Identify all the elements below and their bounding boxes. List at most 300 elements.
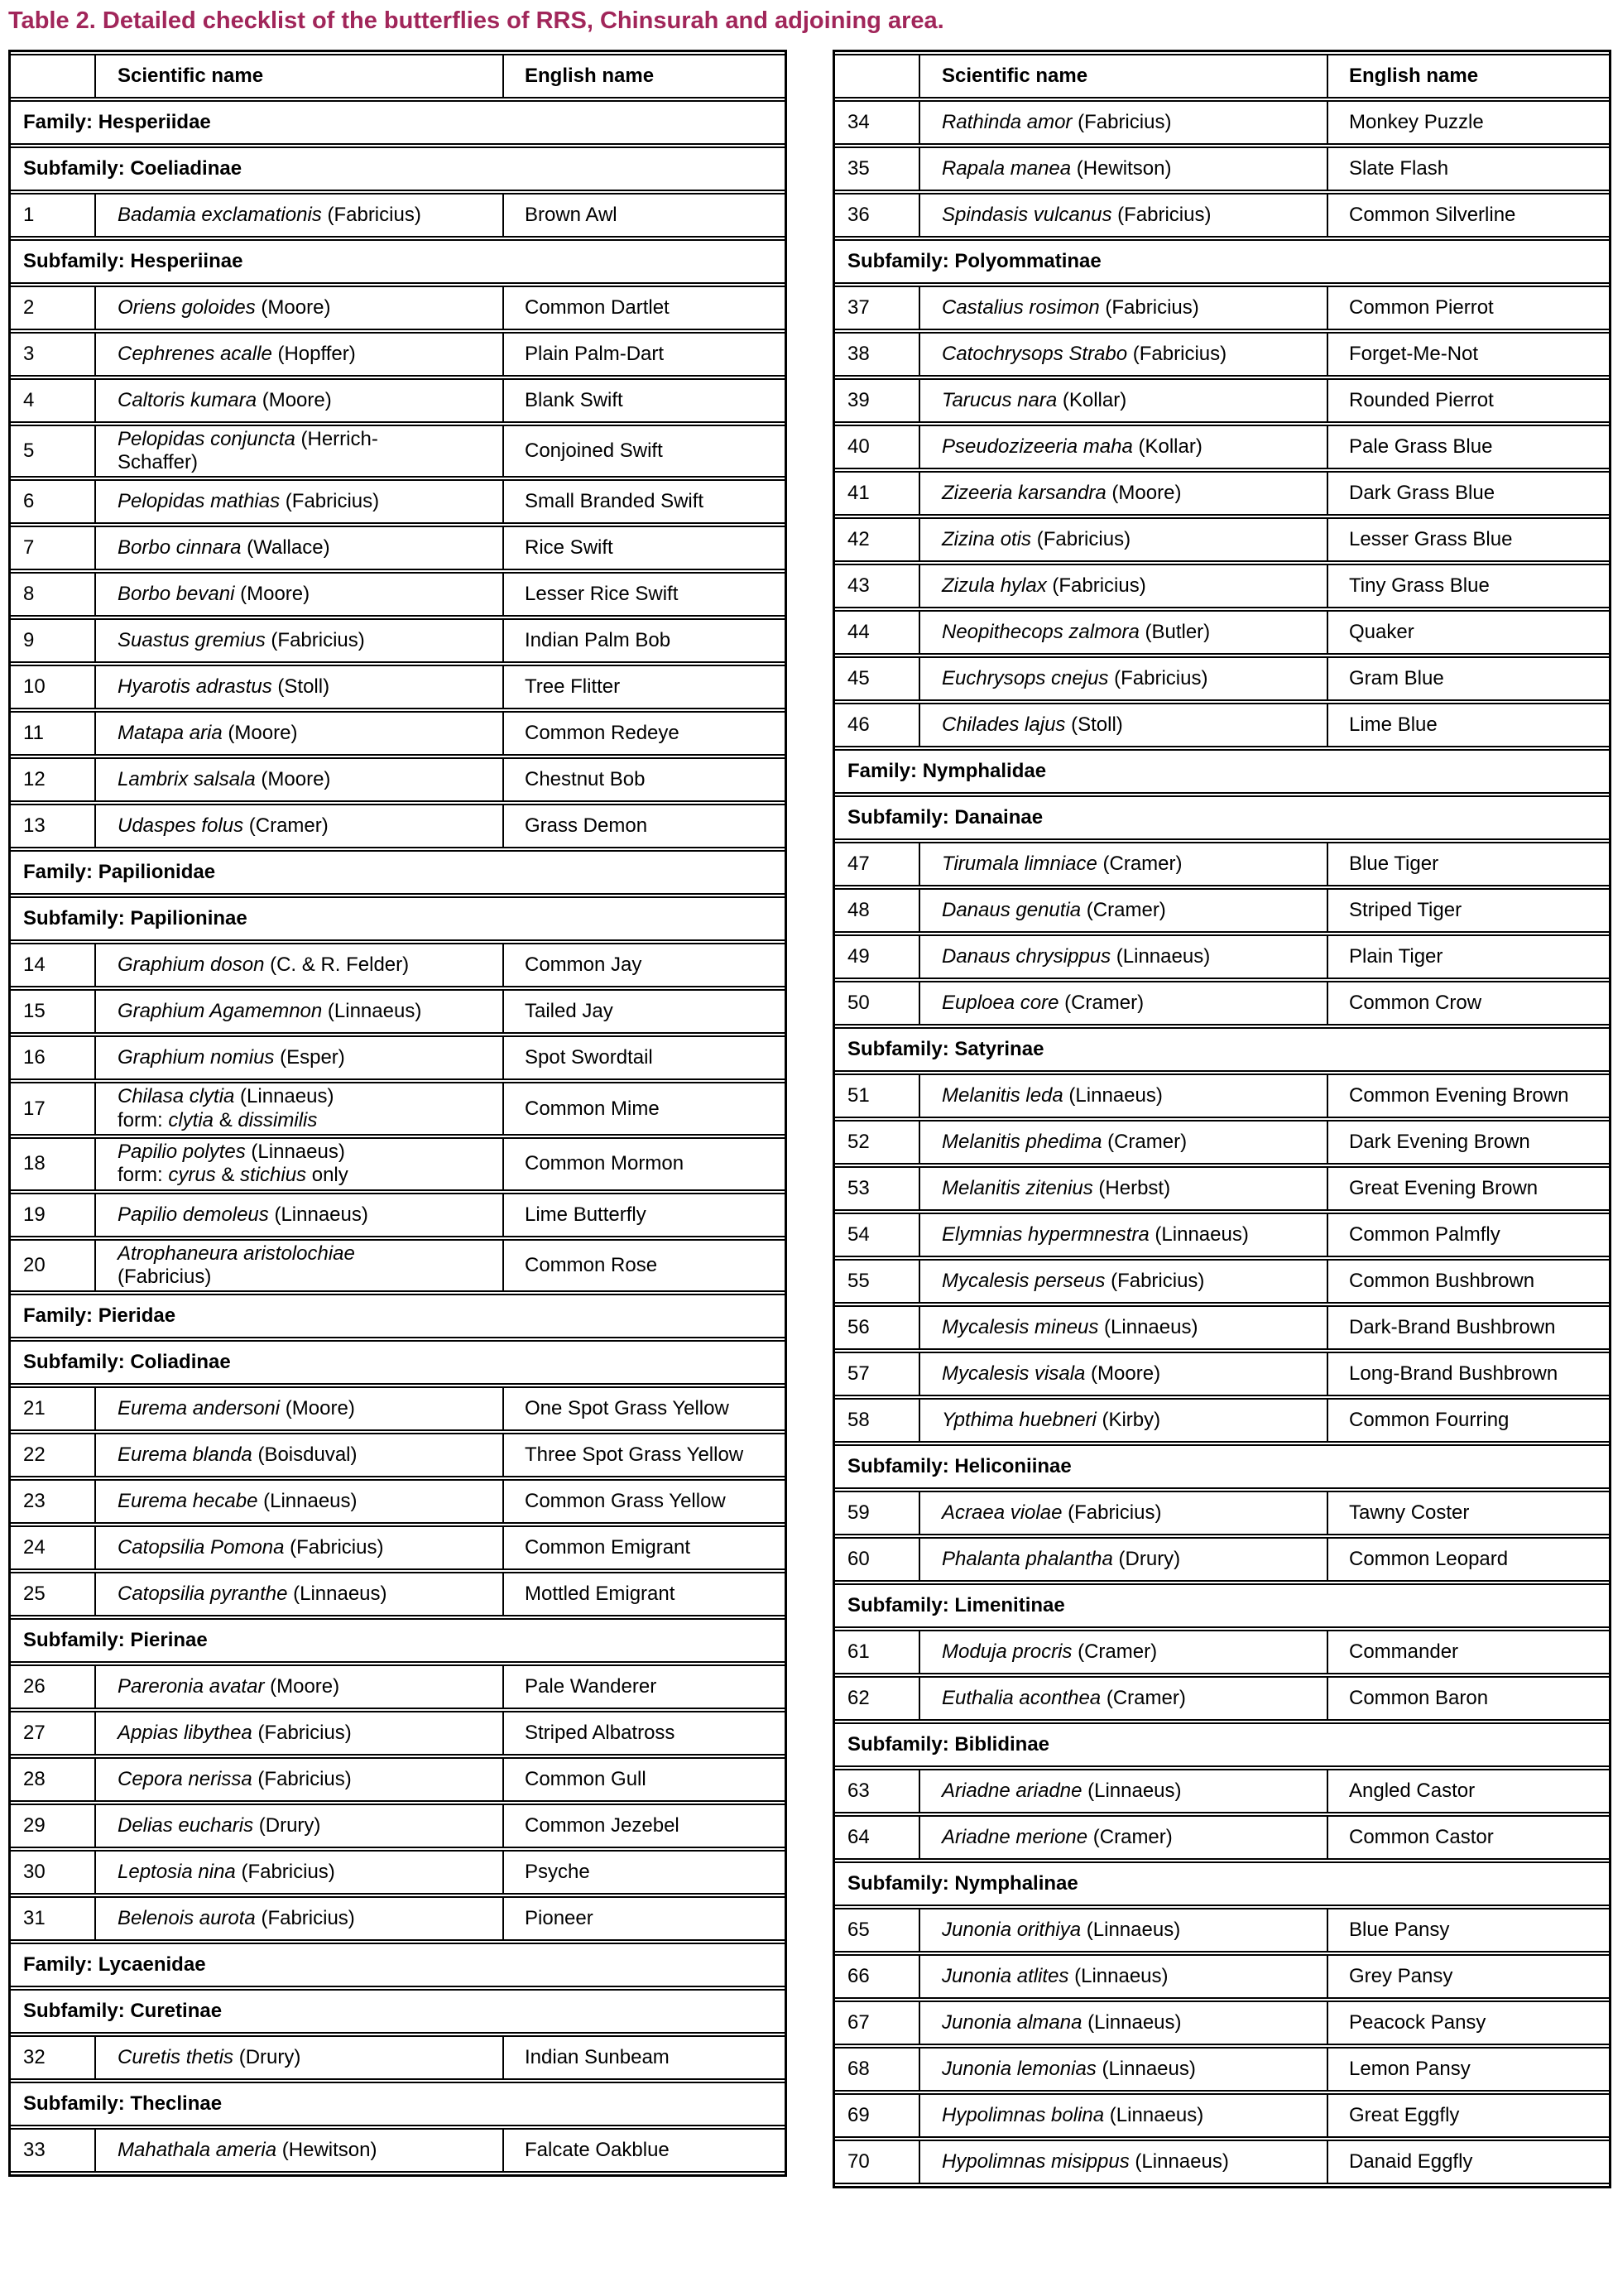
section-label: Subfamily: Theclinae <box>11 2082 785 2126</box>
species-row <box>835 934 1609 979</box>
species-row <box>835 1769 1609 1813</box>
species-row <box>11 2035 785 2080</box>
row-number-cell: 12 <box>11 757 96 802</box>
scientific-name-cell: Mycalesis visala (Moore) <box>920 1352 1328 1396</box>
section-label: Family: Lycaenidae <box>11 1943 785 1987</box>
row-number-cell: 19 <box>11 1193 96 1237</box>
scientific-name-cell: Hypolimnas bolina (Linnaeus) <box>920 2093 1328 2138</box>
species-row <box>835 656 1609 701</box>
species-row <box>11 1664 785 1709</box>
species-row <box>11 2128 785 2173</box>
row-number-cell: 37 <box>835 286 920 330</box>
row-number-cell: 22 <box>11 1433 96 1477</box>
scientific-name-cell: Papilio polytes (Linnaeus) form: cyrus & stichius only <box>96 1137 504 1191</box>
row-number-cell: 3 <box>11 332 96 377</box>
scientific-name-cell: Tirumala limniace (Cramer) <box>920 842 1328 886</box>
scientific-name-cell: Borbo cinnara (Wallace) <box>96 526 504 570</box>
row-number-cell: 14 <box>11 943 96 987</box>
scientific-name-cell: Graphium nomius (Esper) <box>96 1035 504 1080</box>
section-label: Family: Nymphalidae <box>835 749 1609 794</box>
page-title: Table 2. Detailed checklist of the butterflies of RRS, Chinsurah and adjoining area. <box>8 7 944 34</box>
english-name-cell: Lesser Rice Swift <box>504 572 785 617</box>
species-row <box>11 1082 785 1136</box>
english-name-cell: Plain Tiger <box>1328 934 1609 979</box>
species-row <box>11 618 785 663</box>
row-number-cell: 40 <box>835 425 920 469</box>
empty-header-cell <box>835 54 920 98</box>
scientific-name-cell: Suastus gremius (Fabricius) <box>96 618 504 663</box>
species-row <box>11 1479 785 1524</box>
row-number-cell: 70 <box>835 2140 920 2184</box>
scientific-name-cell: Pareronia avatar (Moore) <box>96 1664 504 1709</box>
scientific-name-cell: Cepora nerissa (Fabricius) <box>96 1757 504 1802</box>
section-label: Subfamily: Coliadinae <box>11 1340 785 1385</box>
scientific-name-cell: Hypolimnas misippus (Linnaeus) <box>920 2140 1328 2184</box>
english-name-cell: Grey Pansy <box>1328 1954 1609 1999</box>
row-number-cell: 55 <box>835 1259 920 1304</box>
column-header-row <box>11 54 785 98</box>
row-number-cell: 10 <box>11 665 96 709</box>
section-label: Subfamily: Satyrinae <box>835 1027 1609 1072</box>
species-row <box>11 804 785 848</box>
row-number-cell: 56 <box>835 1305 920 1350</box>
species-row <box>11 193 785 238</box>
left-table <box>8 50 787 2178</box>
section-label: Subfamily: Biblidinae <box>835 1722 1609 1767</box>
section-label: Subfamily: Polyommatinae <box>835 239 1609 284</box>
row-number-cell: 50 <box>835 981 920 1026</box>
english-name-cell: Common Fourring <box>1328 1398 1609 1443</box>
english-name-cell: Indian Sunbeam <box>504 2035 785 2080</box>
scientific-name-cell: Acraea violae (Fabricius) <box>920 1491 1328 1535</box>
english-name-cell: Blank Swift <box>504 378 785 423</box>
row-number-cell: 67 <box>835 2001 920 2045</box>
section-row <box>835 749 1609 794</box>
scientific-name-cell: Caltoris kumara (Moore) <box>96 378 504 423</box>
species-row <box>835 1491 1609 1535</box>
scientific-name-cell: Pelopidas conjuncta (Herrich- Schaffer) <box>96 425 504 478</box>
english-name-cell: Brown Awl <box>504 193 785 238</box>
row-number-cell: 36 <box>835 193 920 238</box>
scientific-name-cell: Junonia almana (Linnaeus) <box>920 2001 1328 2045</box>
species-row <box>835 1259 1609 1304</box>
species-row <box>11 1386 785 1431</box>
species-row <box>835 842 1609 886</box>
section-label: Subfamily: Danainae <box>835 795 1609 840</box>
english-name-cell: Common Emigrant <box>504 1525 785 1570</box>
english-name-cell: Common Baron <box>1328 1676 1609 1721</box>
species-row <box>11 1193 785 1237</box>
species-row <box>11 1572 785 1616</box>
scientific-name-cell: Eurema blanda (Boisduval) <box>96 1433 504 1477</box>
row-number-cell: 27 <box>11 1711 96 1756</box>
species-row <box>11 943 785 987</box>
english-name-cell: Dark Grass Blue <box>1328 471 1609 516</box>
scientific-name-cell: Zizina otis (Fabricius) <box>920 517 1328 562</box>
section-row <box>11 1294 785 1338</box>
section-row <box>835 1861 1609 1906</box>
english-name-cell: Common Rose <box>504 1239 785 1293</box>
scientific-name-cell: Matapa aria (Moore) <box>96 711 504 756</box>
species-row <box>835 1213 1609 1257</box>
section-row <box>11 1989 785 2034</box>
species-row <box>11 757 785 802</box>
left-table-body <box>11 54 785 2174</box>
row-number-cell: 35 <box>835 147 920 191</box>
row-number-cell: 8 <box>11 572 96 617</box>
scientific-name-cell: Euchrysops cnejus (Fabricius) <box>920 656 1328 701</box>
english-name-cell: Common Dartlet <box>504 286 785 330</box>
section-row <box>11 100 785 145</box>
scientific-name-cell: Rapala manea (Hewitson) <box>920 147 1328 191</box>
section-label: Subfamily: Limenitinae <box>835 1583 1609 1628</box>
section-label: Subfamily: Pierinae <box>11 1618 785 1663</box>
english-name-cell: Long-Brand Bushbrown <box>1328 1352 1609 1396</box>
right-table-body <box>835 54 1609 2184</box>
english-name-cell: Tiny Grass Blue <box>1328 564 1609 608</box>
species-row <box>835 147 1609 191</box>
english-name-cell: Common Evening Brown <box>1328 1074 1609 1118</box>
english-name-cell: Striped Albatross <box>504 1711 785 1756</box>
section-row <box>835 1444 1609 1489</box>
row-number-cell: 4 <box>11 378 96 423</box>
row-number-cell: 61 <box>835 1630 920 1674</box>
row-number-cell: 64 <box>835 1815 920 1860</box>
species-row <box>835 1305 1609 1350</box>
empty-header-cell <box>11 54 96 98</box>
section-row <box>835 1583 1609 1628</box>
section-row <box>11 896 785 941</box>
english-name-cell: Lime Blue <box>1328 703 1609 747</box>
english-name-cell: Great Evening Brown <box>1328 1166 1609 1211</box>
scientific-name-cell: Melanitis leda (Linnaeus) <box>920 1074 1328 1118</box>
english-name-cell: Pale Grass Blue <box>1328 425 1609 469</box>
section-row <box>11 850 785 895</box>
species-row <box>835 1676 1609 1721</box>
row-number-cell: 69 <box>835 2093 920 2138</box>
section-row <box>835 239 1609 284</box>
tables-container <box>8 50 1613 2188</box>
species-row <box>835 286 1609 330</box>
english-name-cell: Spot Swordtail <box>504 1035 785 1080</box>
row-number-cell: 25 <box>11 1572 96 1616</box>
species-row <box>835 378 1609 423</box>
section-label: Subfamily: Heliconiinae <box>835 1444 1609 1489</box>
species-row <box>11 1239 785 1293</box>
scientific-name-cell: Rathinda amor (Fabricius) <box>920 100 1328 145</box>
species-row <box>835 981 1609 1026</box>
scientific-name-cell: Badamia exclamationis (Fabricius) <box>96 193 504 238</box>
section-label: Subfamily: Papilioninae <box>11 896 785 941</box>
scientific-name-cell: Tarucus nara (Kollar) <box>920 378 1328 423</box>
english-name-cell: Indian Palm Bob <box>504 618 785 663</box>
scientific-name-cell: Pelopidas mathias (Fabricius) <box>96 479 504 524</box>
row-number-cell: 32 <box>11 2035 96 2080</box>
row-number-cell: 43 <box>835 564 920 608</box>
species-row <box>835 100 1609 145</box>
species-row <box>835 1537 1609 1582</box>
english-name-cell: Common Mormon <box>504 1137 785 1191</box>
species-row <box>835 2140 1609 2184</box>
scientific-name-cell: Borbo bevani (Moore) <box>96 572 504 617</box>
english-name-cell: One Spot Grass Yellow <box>504 1386 785 1431</box>
row-number-cell: 20 <box>11 1239 96 1293</box>
species-row <box>11 1525 785 1570</box>
row-number-cell: 16 <box>11 1035 96 1080</box>
english-name-cell: Three Spot Grass Yellow <box>504 1433 785 1477</box>
section-label: Family: Papilionidae <box>11 850 785 895</box>
row-number-cell: 45 <box>835 656 920 701</box>
scientific-name-cell: Spindasis vulcanus (Fabricius) <box>920 193 1328 238</box>
scientific-name-header: Scientific name <box>920 54 1328 98</box>
english-name-cell: Common Crow <box>1328 981 1609 1026</box>
english-name-cell: Forget-Me-Not <box>1328 332 1609 377</box>
species-row <box>835 1120 1609 1165</box>
english-name-cell: Blue Pansy <box>1328 1908 1609 1953</box>
section-label: Subfamily: Nymphalinae <box>835 1861 1609 1906</box>
column-header-row <box>835 54 1609 98</box>
scientific-name-cell: Melanitis phedima (Cramer) <box>920 1120 1328 1165</box>
row-number-cell: 23 <box>11 1479 96 1524</box>
species-row <box>835 517 1609 562</box>
species-row <box>11 425 785 478</box>
english-name-cell: Great Eggfly <box>1328 2093 1609 2138</box>
row-number-cell: 5 <box>11 425 96 478</box>
english-name-cell: Dark-Brand Bushbrown <box>1328 1305 1609 1350</box>
scientific-name-cell: Euploea core (Cramer) <box>920 981 1328 1026</box>
scientific-name-cell: Graphium doson (C. & R. Felder) <box>96 943 504 987</box>
row-number-cell: 38 <box>835 332 920 377</box>
row-number-cell: 58 <box>835 1398 920 1443</box>
row-number-cell: 2 <box>11 286 96 330</box>
species-row <box>835 1166 1609 1211</box>
english-name-cell: Danaid Eggfly <box>1328 2140 1609 2184</box>
scientific-name-cell: Eurema hecabe (Linnaeus) <box>96 1479 504 1524</box>
species-row <box>835 471 1609 516</box>
scientific-name-cell: Neopithecops zalmora (Butler) <box>920 610 1328 655</box>
row-number-cell: 41 <box>835 471 920 516</box>
section-row <box>835 1027 1609 1072</box>
scientific-name-cell: Graphium Agamemnon (Linnaeus) <box>96 989 504 1034</box>
english-name-cell: Tailed Jay <box>504 989 785 1034</box>
scientific-name-cell: Belenois aurota (Fabricius) <box>96 1896 504 1941</box>
species-row <box>835 1630 1609 1674</box>
scientific-name-header: Scientific name <box>96 54 504 98</box>
scientific-name-cell: Catopsilia pyranthe (Linnaeus) <box>96 1572 504 1616</box>
english-name-cell: Monkey Puzzle <box>1328 100 1609 145</box>
english-name-cell: Grass Demon <box>504 804 785 848</box>
scientific-name-cell: Udaspes folus (Cramer) <box>96 804 504 848</box>
row-number-cell: 1 <box>11 193 96 238</box>
species-row <box>11 1896 785 1941</box>
scientific-name-cell: Mycalesis perseus (Fabricius) <box>920 1259 1328 1304</box>
english-name-cell: Conjoined Swift <box>504 425 785 478</box>
row-number-cell: 52 <box>835 1120 920 1165</box>
species-row <box>835 2001 1609 2045</box>
row-number-cell: 48 <box>835 888 920 933</box>
row-number-cell: 44 <box>835 610 920 655</box>
row-number-cell: 65 <box>835 1908 920 1953</box>
scientific-name-cell: Ariadne ariadne (Linnaeus) <box>920 1769 1328 1813</box>
row-number-cell: 63 <box>835 1769 920 1813</box>
row-number-cell: 17 <box>11 1082 96 1136</box>
row-number-cell: 51 <box>835 1074 920 1118</box>
row-number-cell: 39 <box>835 378 920 423</box>
species-row <box>11 1711 785 1756</box>
scientific-name-cell: Castalius rosimon (Fabricius) <box>920 286 1328 330</box>
scientific-name-cell: Delias eucharis (Drury) <box>96 1804 504 1848</box>
species-row <box>835 1815 1609 1860</box>
species-row <box>11 378 785 423</box>
section-row <box>11 1340 785 1385</box>
species-row <box>835 193 1609 238</box>
english-name-cell: Common Pierrot <box>1328 286 1609 330</box>
scientific-name-cell: Curetis thetis (Drury) <box>96 2035 504 2080</box>
species-row <box>835 1352 1609 1396</box>
row-number-cell: 54 <box>835 1213 920 1257</box>
section-row <box>835 1722 1609 1767</box>
row-number-cell: 53 <box>835 1166 920 1211</box>
row-number-cell: 33 <box>11 2128 96 2173</box>
row-number-cell: 30 <box>11 1850 96 1895</box>
row-number-cell: 62 <box>835 1676 920 1721</box>
row-number-cell: 15 <box>11 989 96 1034</box>
section-row <box>11 2082 785 2126</box>
english-name-cell: Plain Palm-Dart <box>504 332 785 377</box>
row-number-cell: 31 <box>11 1896 96 1941</box>
scientific-name-cell: Mycalesis mineus (Linnaeus) <box>920 1305 1328 1350</box>
scientific-name-cell: Atrophaneura aristolochiae (Fabricius) <box>96 1239 504 1293</box>
scientific-name-cell: Moduja procris (Cramer) <box>920 1630 1328 1674</box>
english-name-cell: Tawny Coster <box>1328 1491 1609 1535</box>
scientific-name-cell: Phalanta phalantha (Drury) <box>920 1537 1328 1582</box>
english-name-header: English name <box>1328 54 1609 98</box>
scientific-name-cell: Pseudozizeeria maha (Kollar) <box>920 425 1328 469</box>
english-name-cell: Lesser Grass Blue <box>1328 517 1609 562</box>
species-row <box>11 332 785 377</box>
species-row <box>11 1433 785 1477</box>
english-name-cell: Common Bushbrown <box>1328 1259 1609 1304</box>
scientific-name-cell: Eurema andersoni (Moore) <box>96 1386 504 1431</box>
row-number-cell: 18 <box>11 1137 96 1191</box>
english-name-cell: Common Gull <box>504 1757 785 1802</box>
row-number-cell: 11 <box>11 711 96 756</box>
species-row <box>11 1804 785 1848</box>
species-row <box>835 610 1609 655</box>
row-number-cell: 66 <box>835 1954 920 1999</box>
english-name-cell: Striped Tiger <box>1328 888 1609 933</box>
english-name-cell: Rounded Pierrot <box>1328 378 1609 423</box>
scientific-name-cell: Chilasa clytia (Linnaeus) form: clytia & dissimilis <box>96 1082 504 1136</box>
species-row <box>11 1035 785 1080</box>
species-row <box>835 332 1609 377</box>
species-row <box>835 2047 1609 2092</box>
scientific-name-cell: Zizeeria karsandra (Moore) <box>920 471 1328 516</box>
english-name-cell: Pioneer <box>504 1896 785 1941</box>
english-name-cell: Small Branded Swift <box>504 479 785 524</box>
row-number-cell: 29 <box>11 1804 96 1848</box>
species-row <box>11 711 785 756</box>
row-number-cell: 68 <box>835 2047 920 2092</box>
scientific-name-cell: Danaus genutia (Cramer) <box>920 888 1328 933</box>
species-row <box>835 425 1609 469</box>
english-name-cell: Common Grass Yellow <box>504 1479 785 1524</box>
scientific-name-cell: Catochrysops Strabo (Fabricius) <box>920 332 1328 377</box>
english-name-cell: Common Mime <box>504 1082 785 1136</box>
scientific-name-cell: Oriens goloides (Moore) <box>96 286 504 330</box>
english-name-cell: Gram Blue <box>1328 656 1609 701</box>
section-row <box>11 239 785 284</box>
scientific-name-cell: Cephrenes acalle (Hopffer) <box>96 332 504 377</box>
section-label: Subfamily: Curetinae <box>11 1989 785 2034</box>
scientific-name-cell: Junonia orithiya (Linnaeus) <box>920 1908 1328 1953</box>
species-row <box>835 1074 1609 1118</box>
row-number-cell: 60 <box>835 1537 920 1582</box>
row-number-cell: 24 <box>11 1525 96 1570</box>
row-number-cell: 59 <box>835 1491 920 1535</box>
scientific-name-cell: Junonia lemonias (Linnaeus) <box>920 2047 1328 2092</box>
species-row <box>11 1850 785 1895</box>
english-name-cell: Peacock Pansy <box>1328 2001 1609 2045</box>
english-name-cell: Angled Castor <box>1328 1769 1609 1813</box>
english-name-cell: Common Castor <box>1328 1815 1609 1860</box>
english-name-cell: Quaker <box>1328 610 1609 655</box>
species-row <box>11 1137 785 1191</box>
english-name-cell: Falcate Oakblue <box>504 2128 785 2173</box>
english-name-cell: Tree Flitter <box>504 665 785 709</box>
species-row <box>835 1908 1609 1953</box>
section-row <box>11 1943 785 1987</box>
species-row <box>835 2093 1609 2138</box>
english-name-cell: Dark Evening Brown <box>1328 1120 1609 1165</box>
scientific-name-cell: Leptosia nina (Fabricius) <box>96 1850 504 1895</box>
english-name-cell: Common Leopard <box>1328 1537 1609 1582</box>
row-number-cell: 34 <box>835 100 920 145</box>
species-row <box>11 1757 785 1802</box>
scientific-name-cell: Melanitis zitenius (Herbst) <box>920 1166 1328 1211</box>
species-row <box>11 665 785 709</box>
scientific-name-cell: Lambrix salsala (Moore) <box>96 757 504 802</box>
row-number-cell: 49 <box>835 934 920 979</box>
row-number-cell: 28 <box>11 1757 96 1802</box>
species-row <box>11 526 785 570</box>
english-name-cell: Common Jezebel <box>504 1804 785 1848</box>
species-row <box>11 989 785 1034</box>
english-name-cell: Pale Wanderer <box>504 1664 785 1709</box>
scientific-name-cell: Papilio demoleus (Linnaeus) <box>96 1193 504 1237</box>
scientific-name-cell: Mahathala ameria (Hewitson) <box>96 2128 504 2173</box>
scientific-name-cell: Ypthima huebneri (Kirby) <box>920 1398 1328 1443</box>
scientific-name-cell: Junonia atlites (Linnaeus) <box>920 1954 1328 1999</box>
section-row <box>835 795 1609 840</box>
english-name-cell: Common Palmfly <box>1328 1213 1609 1257</box>
row-number-cell: 9 <box>11 618 96 663</box>
row-number-cell: 57 <box>835 1352 920 1396</box>
species-row <box>835 1954 1609 1999</box>
english-name-cell: Psyche <box>504 1850 785 1895</box>
english-name-cell: Slate Flash <box>1328 147 1609 191</box>
scientific-name-cell: Hyarotis adrastus (Stoll) <box>96 665 504 709</box>
english-name-cell: Common Silverline <box>1328 193 1609 238</box>
species-row <box>835 703 1609 747</box>
english-name-cell: Lemon Pansy <box>1328 2047 1609 2092</box>
section-label: Subfamily: Coeliadinae <box>11 147 785 191</box>
scientific-name-cell: Chilades lajus (Stoll) <box>920 703 1328 747</box>
english-name-cell: Commander <box>1328 1630 1609 1674</box>
english-name-cell: Common Jay <box>504 943 785 987</box>
english-name-cell: Mottled Emigrant <box>504 1572 785 1616</box>
row-number-cell: 6 <box>11 479 96 524</box>
